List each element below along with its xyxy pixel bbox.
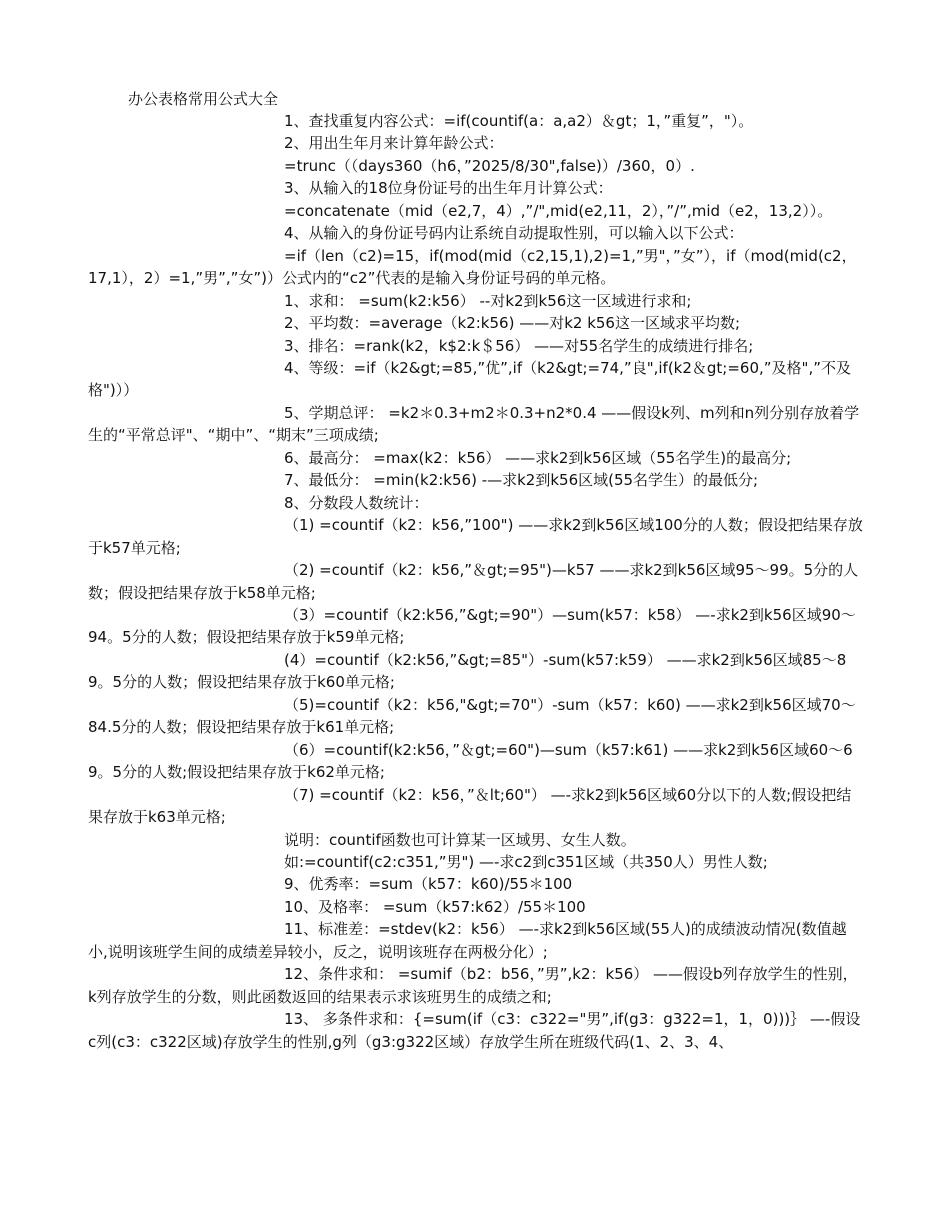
paragraph: 2、用出生年月来计算年龄公式：: [284, 134, 504, 153]
paragraph: 1、求和： =sum(k2:k56） --对k2到k56这一区域进行求和;: [284, 291, 692, 310]
paragraph: 13、 多条件求和：{=sum(if（c3：c322="男”,if(g3：g322=1，1，0)))｝ —-假设c列(c3：c322区域)存放学生的性别,g列（g3:g322区域）存放学生所在班级代码(1、2、3、4、: [88, 1010, 861, 1051]
paragraph: 9、优秀率：=sum（k57：k60)/55＊100: [284, 875, 573, 894]
paragraph: 如:=countif(c2:c351,”男") —-求c2到c351区域（共350人）男性人数;: [284, 852, 768, 871]
paragraph: =if（len（c2)=15，if(mod(mid（c2,15,1),2)=1,”男"，”女”），if（mod(mid(c2，17,1），2）=1,”男”,”女”)）公式内的“c2”代表的是输入身份证号码的单元格。: [88, 246, 857, 288]
paragraph: 3、排名：=rank(k2，k$2:k＄56） ——对55名学生的成绩进行排名;: [284, 336, 754, 355]
paragraph: 5、学期总评： =k2＊0.3+m2＊0.3+n2*0.4 ——假设k列、m列和n列分别存放着学生的“平常总评"、“期中”、“期末”三项成绩;: [88, 403, 860, 445]
document-title: 办公表格常用公式大全: [128, 90, 279, 108]
paragraph: （1) =countif（k2：k56,”100") ——求k2到k56区域100分的人数；假设把结果存放于k57单元格;: [88, 516, 863, 557]
paragraph: 12、条件求和： =sumif（b2：b56，”男”,k2：k56） ——假设b列存放学生的性别，k列存放学生的分数，则此函数返回的结果表示求该班男生的成绩之和;: [88, 965, 858, 1006]
paragraph: 11、标准差：=stdev(k2：k56） —-求k2到k56区域(55人)的成绩波动情况(数值越小,说明该班学生间的成绩差异较小，反之，说明该班存在两极分化）;: [88, 920, 847, 961]
paragraph: 6、最高分： =max(k2：k56） ——求k2到k56区域（55名学生)的最高分;: [284, 448, 792, 467]
document-body: [88, 110, 863, 1053]
paragraph: 4、等级：=if（k2&gt;=85,”优”,if（k2&gt;=74,”良",if(k2＆gt;=60,”及格",”不及格")））: [88, 358, 851, 400]
paragraph: （6）=countif(k2:k56，”＆gt;=60")—sum（k57:k61) ——求k2到k56区域60～69。5分的人数;假设把结果存放于k62单元格;: [88, 740, 853, 782]
paragraph: 2、平均数：=average（k2:k56) ——对k2 k56这一区域求平均数;: [284, 314, 741, 333]
paragraph: =trunc（（days360（h6，”2025/8/30",false)）/360，0）.: [284, 156, 695, 175]
paragraph: 3、从输入的18位身份证号的出生年月计算公式：: [284, 179, 613, 198]
paragraph: =concatenate（mid（e2,7，4）,”/",mid(e2,11，2），”/”,mid（e2，13,2））。: [284, 201, 833, 220]
paragraph: （3）=countif（k2:k56,”&gt;=90"）—sum(k57：k58） —-求k2到k56区域90～94。5分的人数；假设把结果存放于k59单元格;: [88, 605, 856, 647]
paragraph: (4）=countif（k2:k56,”&gt;=85"）-sum(k57:k59） ——求k2到k56区域85～89。5分的人数；假设把结果存放于k60单元格;: [88, 650, 847, 692]
paragraph: 说明：countif函数也可计算某一区域男、女生人数。: [284, 830, 636, 849]
paragraph: 7、最低分： =min(k2:k56) -—求k2到k56区域(55名学生）的最低分;: [284, 471, 759, 490]
paragraph: （5)=countif（k2：k56,"&gt;=70"）-sum（k57：k60) ——求k2到k56区域70～84.5分的人数；假设把结果存放于k61单元格;: [88, 695, 856, 737]
paragraph: （2) =countif（k2：k56,”＆gt;=95")—k57 ——求k2到k56区域95～99。5分的人数；假设把结果存放于k58单元格;: [88, 561, 859, 602]
paragraph: 8、分数段人数统计：: [284, 493, 429, 512]
paragraph: 1、查找重复内容公式：=if(countif(a：a,a2）＆gt；1，”重复”，"）。: [284, 112, 754, 130]
paragraph: 4、从输入的身份证号码内让系统自动提取性别，可以输入以下公式：: [284, 224, 744, 243]
paragraph: 10、及格率： =sum（k57:k62）/55＊100: [284, 897, 586, 916]
paragraph: （7) =countif（k2：k56，”＆lt;60"） —-求k2到k56区域60分以下的人数;假设把结果存放于k63单元格;: [88, 785, 852, 827]
